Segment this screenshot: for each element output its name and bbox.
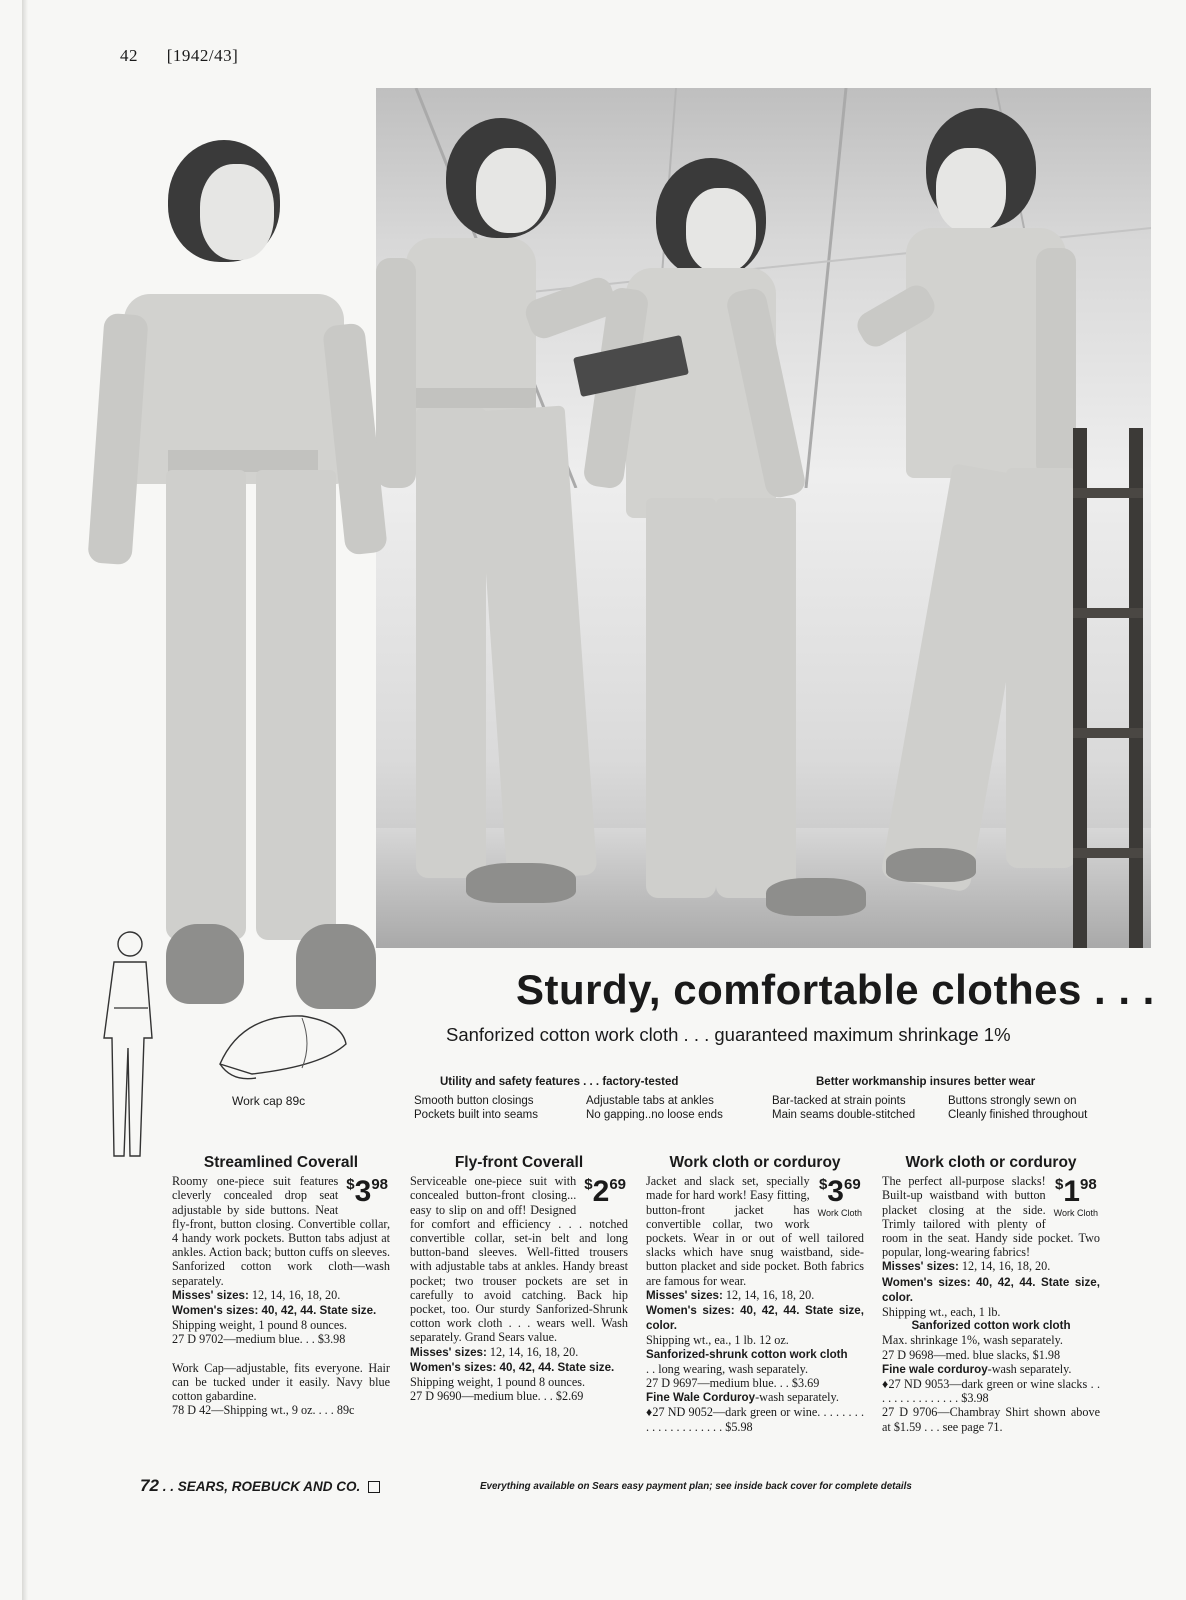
product-sizes-misses: Misses' sizes: 12, 14, 16, 18, 20.: [172, 1287, 341, 1302]
product-description: Jacket and slack set, specially made for hard work! Easy fitting, button-front jacket has convertible collar, two work pockets. Wear in or out of well tailored slacks which have snug waistband, side-button placket and side pocket. Both fabrics are famous for wear.: [646, 1174, 864, 1288]
product-price: $^{\$}1^{98}$ Work Cloth: [1053, 1175, 1098, 1219]
page-gutter: [22, 0, 28, 1600]
product-title: Streamlined Coverall: [203, 1154, 359, 1171]
feature-item: Bar-tacked at strain points: [772, 1095, 906, 1107]
product-shipping: Shipping wt., ea., 1 lb. 12 oz.: [646, 1333, 789, 1348]
product-order-line: 27 D 9697—medium blue. . . $3.69: [646, 1376, 820, 1391]
product-order-line: ♦27 ND 9053—dark green or wine slacks . . . . . . . . . . . . . . . $3.98: [882, 1377, 1100, 1406]
product-order-line: ♦27 ND 9052—dark green or wine. . . . . . . . . . . . . . . . . . . . . $5.98: [646, 1405, 864, 1434]
left-model-figure: [96, 134, 386, 1014]
fabric-description: . . long wearing, wash separately.: [646, 1361, 808, 1376]
product-jacket-slack-set: [646, 1156, 864, 1434]
product-sizes-misses: Misses' sizes: 12, 14, 16, 18, 20.: [646, 1287, 815, 1302]
feature-item: Adjustable tabs at ankles: [586, 1095, 714, 1107]
work-cap-label: Work cap 89c: [232, 1094, 306, 1108]
product-shipping: Shipping weight, 1 pound 8 ounces.: [410, 1375, 586, 1390]
features-left-title: Utility and safety features . . . factory-tested: [440, 1076, 679, 1088]
feature-item: Main seams double-stitched: [772, 1109, 916, 1121]
page-header: [120, 46, 262, 66]
product-description: Serviceable one-piece suit with concealed button-front closing... easy to slip on and off! Designed for comfort and efficiency . . . notched convertible collar, set-in belt and long button-band sleeves. Well-fitted trousers with adjustable tabs at ankles. Handy breast pocket; two trouser pockets are set in carefully to avoid catching. Back hip pocket, too. Our sturdy Sanforized-Shrunk cotton work cloth . . . wears well. Wash separately. Grand Sears value.: [410, 1174, 628, 1345]
features-right-title: Better workmanship insures better wear: [816, 1076, 1036, 1088]
product-streamlined-coverall: [172, 1156, 390, 1417]
main-photo: [376, 88, 1151, 948]
product-order-line: 27 D 9702—medium blue. . . $3.98: [172, 1332, 346, 1347]
page-headline: Sturdy, comfortable clothes . . .: [516, 966, 1155, 1013]
footer-page-number: 72: [140, 1476, 159, 1495]
fabric-title-2: Fine Wale Corduroy-wash separately.: [646, 1390, 839, 1405]
product-description: Roomy one-piece suit features cleverly concealed drop seat adjustable by side buttons. Neat fly-front, button closing. Convertible collar, 4 handy work pockets. Button tabs adjust at ankles. Action back; button cuffs on sleeves. Sanforized cotton work cloth—wash separately.: [172, 1174, 390, 1288]
work-cap-sketch: [212, 1004, 352, 1086]
product-slacks: [882, 1156, 1100, 1434]
footer-payment-note: Everything available on Sears easy payment plan; see inside back cover for complete details: [480, 1481, 912, 1492]
work-cap-order-line: 78 D 42—Shipping wt., 9 oz. . . . 89c: [172, 1403, 355, 1418]
product-sizes-misses: Misses' sizes: 12, 14, 16, 18, 20.: [410, 1344, 579, 1359]
product-price: $^{\$}2^{69}$: [584, 1175, 626, 1209]
product-sizes-women: Women's sizes: 40, 42, 44. State size, color.: [882, 1275, 1100, 1304]
feature-item: Pockets built into seams: [414, 1109, 539, 1121]
product-title: Work cloth or corduroy: [669, 1154, 841, 1171]
feature-item: Smooth button closings: [414, 1095, 534, 1107]
product-order-line: 27 D 9690—medium blue. . . $2.69: [410, 1389, 584, 1404]
shirt-note: 27 D 9706—Chambray Shirt shown above at $1.59 . . . see page 71.: [882, 1405, 1100, 1434]
page-subheadline: Sanforized cotton work cloth . . . guaranteed maximum shrinkage 1%: [446, 1024, 1011, 1045]
feature-item: Buttons strongly sewn on: [948, 1095, 1077, 1107]
checkbox-square-icon: [368, 1481, 380, 1493]
product-price: $^{\$}3^{69}$ Work Cloth: [817, 1175, 862, 1219]
feature-item: No gapping..no loose ends: [586, 1109, 723, 1121]
product-sizes-women: Women's sizes: 40, 42, 44. State size, color.: [646, 1304, 864, 1333]
fabric-title: Sanforized cotton work cloth: [911, 1319, 1071, 1333]
product-sizes-misses: Misses' sizes: 12, 14, 16, 18, 20.: [882, 1259, 1051, 1274]
ladder: [1073, 428, 1143, 948]
product-fly-front-coverall: [410, 1156, 628, 1403]
feature-item: Cleanly finished throughout: [948, 1109, 1088, 1121]
product-sizes-women: Women's sizes: 40, 42, 44. State size.: [172, 1304, 377, 1318]
footer-company: . . SEARS, ROEBUCK AND CO.: [162, 1479, 361, 1494]
product-description: The perfect all-purpose slacks! Built-up waistband with button placket closing at the side. Trimly tailored with plenty of room in the seat. Handy side pocket. Two popular, long-wearing fabrics!: [882, 1174, 1100, 1260]
product-price: $^{\$}3^{98}$: [346, 1175, 388, 1209]
footer-catalog-line: [140, 1476, 380, 1496]
fabric-description: Max. shrinkage 1%, wash separately.: [882, 1333, 1063, 1348]
product-shipping: Shipping weight, 1 pound 8 ounces.: [172, 1318, 348, 1333]
back-view-sketch: [90, 928, 166, 1160]
product-shipping: Shipping wt., each, 1 lb.: [882, 1305, 1001, 1320]
page-number: 42: [120, 46, 138, 65]
fabric-title-2: Fine wale corduroy-wash separately.: [882, 1361, 1072, 1376]
page-year: [1942/43]: [166, 46, 239, 65]
product-sizes-women: Women's sizes: 40, 42, 44. State size.: [410, 1360, 615, 1374]
work-cap-description: Work Cap—adjustable, fits everyone. Hair can be tucked under it easily. Navy blue cotton gabardine.: [172, 1360, 390, 1404]
product-title: Fly-front Coverall: [454, 1154, 584, 1171]
product-order-line: 27 D 9698—med. blue slacks, $1.98: [882, 1347, 1061, 1362]
product-title: Work cloth or corduroy: [905, 1154, 1077, 1171]
fabric-title: Sanforized-shrunk cotton work cloth: [646, 1347, 848, 1361]
